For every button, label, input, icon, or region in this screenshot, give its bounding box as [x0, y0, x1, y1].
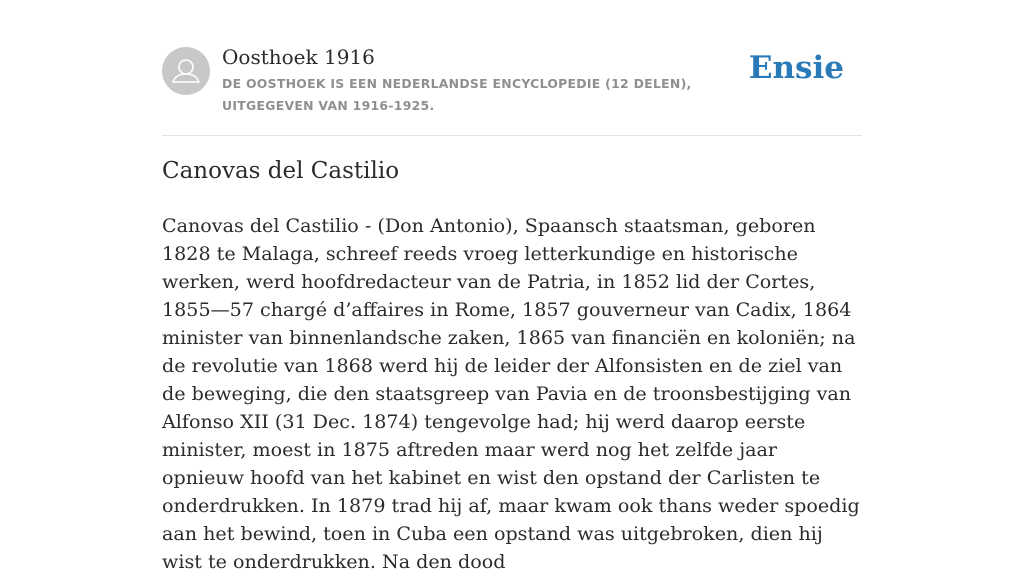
user-avatar-icon[interactable]: [162, 47, 210, 95]
article-title: Canovas del Castilio: [162, 158, 400, 184]
source-name[interactable]: Oosthoek 1916: [222, 45, 375, 69]
brand-logo[interactable]: Ensie: [748, 50, 844, 86]
source-description: DE OOSTHOEK IS EEN NEDERLANDSE ENCYCLOPEDIE (12 DELEN), UITGEGEVEN VAN 1916-1925.: [222, 76, 692, 113]
source-header: [162, 44, 862, 136]
article-body: Canovas del Castilio - (Don Antonio), Spaansch staatsman, geboren 1828 te Malaga, schreef reeds vroeg letterkundige en historische werken, werd hoofdredacteur van de Patria, in 1852 lid der Cortes, 1855—57 chargé d’affaires in Rome, 1857 gouverneur van Cadix, 1864 minister van binnenlandsche zaken, 1865 van financiën en koloniën; na de revolutie van 1868 werd hij de leider der Alfonsisten en de ziel van de beweging, die den staatsgreep van Pavia en de troonsbestijging van Alfonso XII (31 Dec. 1874) tengevolge had; hij werd daarop eerste minister, moest in 1875 aftreden maar werd nog het zelfde jaar opnieuw hoofd van het kabinet en wist den opstand der Carlisten te onderdrukken. In 1879 trad hij af, maar kwam ook thans weder spoedig aan het bewind, toen in Cuba een opstand was uitgebroken, dien hij wist te onderdrukken. Na den dood: [162, 214, 860, 573]
